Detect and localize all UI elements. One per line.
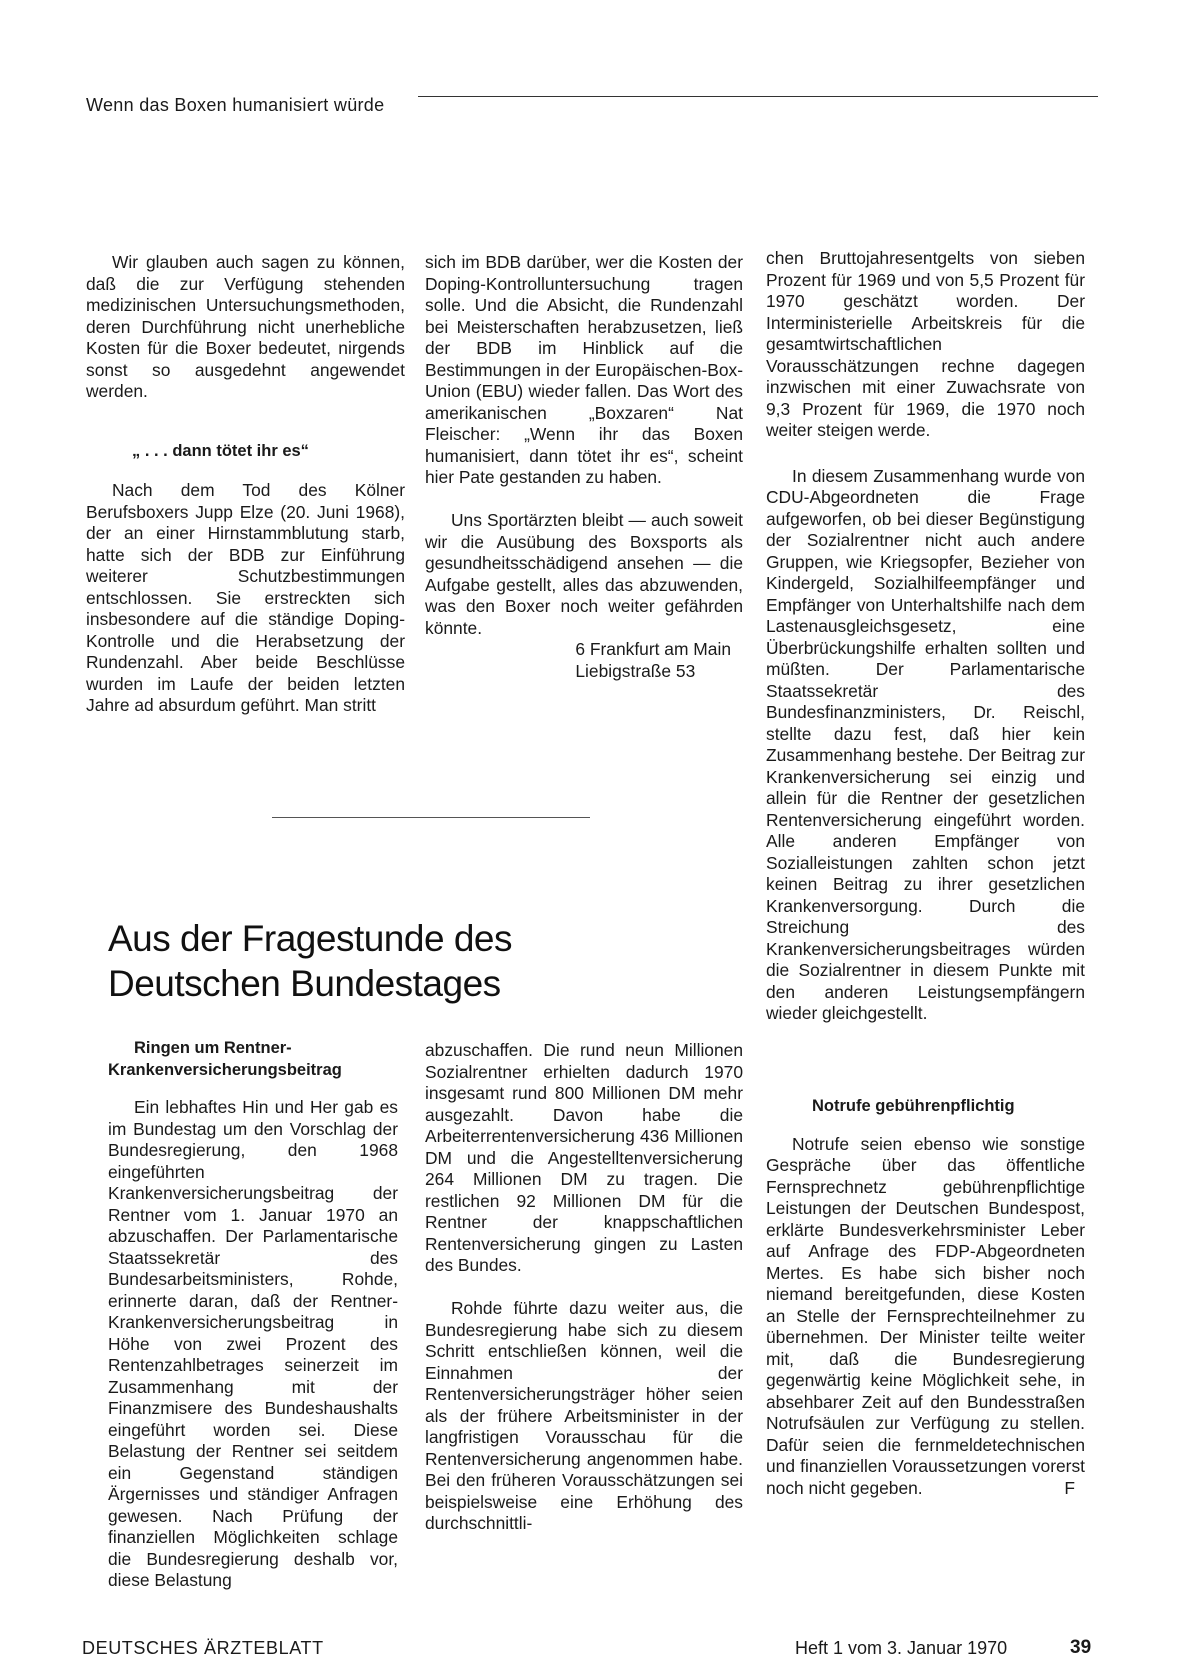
section-divider: [272, 817, 590, 818]
paragraph: Rohde führte dazu weiter aus, die Bundesregierung habe sich zu diesem Schritt entschließen können, weil die Einnahmen der Rentenversicherungsträger höher seien als der frühere Arbeitsminister in der langfristigen Vorausschau für die Rentenversicherung angenommen habe. Bei den früheren Vorausschätzungen sei beispielsweise eine Erhöhung des durchschnittli-: [425, 1298, 743, 1533]
fragestunde-column-1: [108, 1038, 398, 1592]
author-address: [425, 639, 743, 682]
address-line: 6 Frankfurt am Main: [575, 639, 731, 659]
author-mark: F: [1064, 1477, 1075, 1498]
page-number: 39: [1070, 1637, 1092, 1658]
journal-name: DEUTSCHES ÄRZTEBLATT: [82, 1638, 324, 1658]
fragestunde-column-2: [425, 1040, 743, 1535]
address-line: Liebigstraße 53: [575, 660, 696, 681]
paragraph: In diesem Zusammenhang wurde von CDU-Abgeordneten die Frage aufgeworfen, ob bei dieser Begünstigung der Sozialrentner nicht auch andere Gruppen, wie Kriegsopfer, Bezieher von Kindergeld, Sozialhilfeempfänger und Empfänger von Unterhaltshilfe nach dem Lastenausgleichsgesetz, eine Überbrückungshilfe erhalten sollten und müßten. Der Parlamentarische Staatssekretär des Bundesfinanzministers, Dr. Reischl, stellte dazu fest, daß hier kein Zusammenhang bestehe. Der Beitrag zur Krankenversicherung sei einzig und allein für die Rentner der gesetzlichen Rentenversicherung eingeführt worden. Alle anderen Empfänger von Sozialleistungen zahlten schon jetzt keinen Beitrag zu ihrer gesetzlichen Krankenversorgung. Durch die Streichung des Krankenversicherungsbeitrages würden die Sozialrentner in diesem Punkte mit den anderen Leistungsempfängern wieder gleichgestellt.: [766, 465, 1085, 1023]
paragraph: sich im BDB darüber, wer die Kosten der Doping-Kontrolluntersuchung tragen solle. Und die Absicht, die Rundenzahl bei Meisterschaften herabzusetzen, ließ der BDB im Hinblick auf die Bestimmungen in der Europäischen-Box-Union (EBU) wieder fallen. Das Wort des amerikanischen „Boxzaren“ Nat Fleischer: „Wenn ihr das Boxen humanisiert, dann tötet ihr es“, scheint hier Pate gestanden zu haben.: [425, 252, 743, 487]
paragraph: Nach dem Tod des Kölner Berufsboxers Jupp Elze (20. Juni 1968), der an einer Hirnstammblutung starb, hatte sich der BDB zur Einführung weiterer Schutzbestimmungen entschlossen. Sie erstreckten sich insbesondere auf die ständige Doping-Kontrolle und die Herabsetzung der Rundenzahl. Aber beide Beschlüsse wurden im Laufe der beiden letzten Jahre ad absurdum geführt. Man stritt: [86, 480, 405, 715]
section-subhead: „ . . . dann tötet ihr es“: [132, 441, 309, 460]
running-title: Wenn das Boxen humanisiert würde: [86, 95, 385, 115]
title-line: Aus der Fragestunde des: [108, 918, 512, 959]
paragraph-text: Notrufe seien ebenso wie sonstige Gespräche über das öffentliche Fernsprechnetz gebührenpflichtige Leistungen der Deutschen Bundespost, erklärte Bundesverkehrsminister Leber auf Anfrage des FDP-Abgeordneten Mertes. Es habe sich bisher noch niemand bereitgefunden, diese Kosten an Stelle der Fernsprechteilnehmer zu übernehmen. Der Minister teilte weiter mit, daß die Bundesregierung gegenwärtig keine Möglichkeit sehe, in absehbarer Zeit auf den Bundesstraßen Notrufsäulen zur Verfügung zu stellen. Dafür seien die fernmeldetechnischen und finanziellen Voraussetzungen vorerst noch nicht gegeben.: [766, 1133, 1085, 1498]
title-line: Deutschen Bundestages: [108, 963, 501, 1004]
paragraph: Wir glauben auch sagen zu können, daß die zur Verfügung stehenden medizinischen Untersuchungsmethoden, deren Durchführung nicht unerhebliche Kosten für die Boxer bedeutet, nirgends sonst so ausgedehnt angewendet werden.: [86, 252, 405, 401]
paragraph: Uns Sportärzten bleibt — auch soweit wir die Ausübung des Boxsports als gesundheitsschädigend ansehen — die Aufgabe gestellt, alles das abzuwenden, was den Boxer noch weiter gefährden könnte.: [425, 510, 743, 638]
article-title: [108, 916, 512, 1006]
paragraph: chen Bruttojahresentgelts von sieben Prozent für 1969 und von 5,5 Prozent für 1970 geschätzt worden. Der Interministerielle Arbeitskreis für die gesamtwirtschaftlichen Vorausschätzungen rechne dagegen inzwischen mit einer Zuwachsrate von 9,3 Prozent für 1969, die 1970 noch weiter steigen werde.: [766, 248, 1085, 440]
notrufe-column: [766, 1096, 1085, 1499]
issue-info: Heft 1 vom 3. Januar 1970: [795, 1638, 1008, 1658]
section-subhead: Ringen um Rentner-Krankenversicherungsbeitrag: [108, 1039, 342, 1079]
boxing-column-1: [86, 252, 405, 717]
paragraph: abzuschaffen. Die rund neun Millionen Sozialrentner erhielten dadurch 1970 insgesamt rund 800 Millionen DM mehr ausgezahlt. Davon habe die Arbeiterrentenversicherung 436 Millionen DM und die Angestelltenversicherung 264 Millionen DM zu tragen. Die restlichen 92 Millionen DM für die Rentner der knappschaftlichen Rentenversicherung gingen zu Lasten des Bundes.: [425, 1040, 743, 1275]
paragraph: Ein lebhaftes Hin und Her gab es im Bundestag um den Vorschlag der Bundesregierung, den 1968 eingeführten Krankenversicherungsbeitrag der Rentner vom 1. Januar 1970 an abzuschaffen. Der Parlamentarische Staatssekretär des Bundesarbeitsministers, Rohde, erinnerte daran, daß der Rentner-Krankenversicherungsbeitrag in Höhe von zwei Prozent des Rentenzahlbetrages seinerzeit im Zusammenhang mit der Finanzmisere des Bundeshaushalts eingeführt worden sei. Diese Belastung der Rentner sei seitdem ein Gegenstand ständigen Ärgernisses und ständiger Anfragen gewesen. Nach Prüfung der finanziellen Möglichkeiten schlage die Bundesregierung deshalb vor, diese Belastung: [108, 1097, 398, 1590]
paragraph: [766, 1134, 1085, 1500]
boxing-column-2: [425, 252, 743, 682]
section-subhead: Notrufe gebührenpflichtig: [812, 1097, 1015, 1115]
column-3-continuation: [766, 248, 1085, 1025]
header-rule: [418, 96, 1098, 97]
